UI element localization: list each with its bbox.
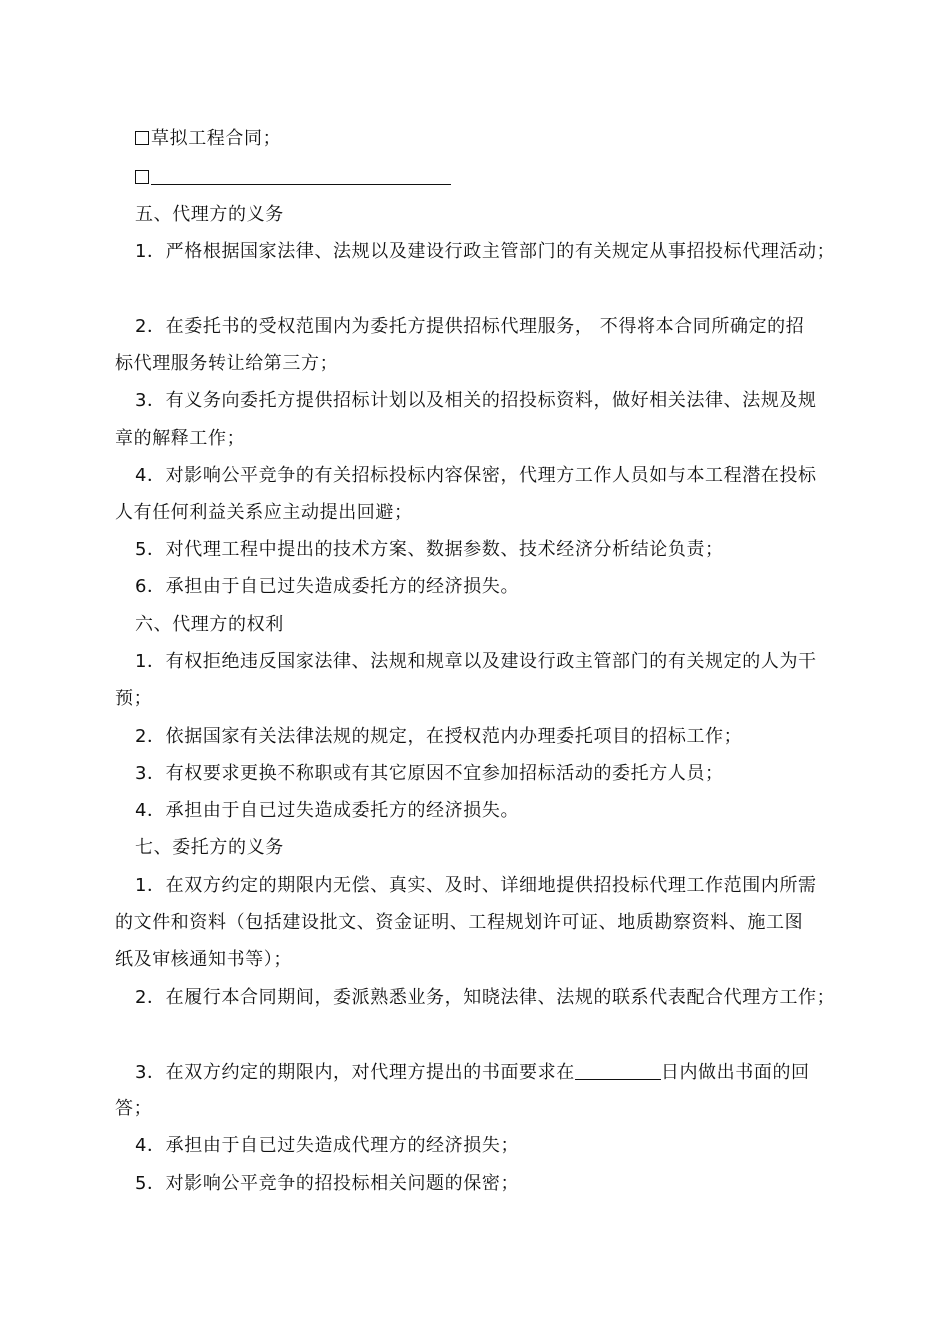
paragraph-line: 预； <box>115 688 153 709</box>
paragraph-line: 4．对影响公平竞争的有关招标投标内容保密，代理方工作人员如与本工程潜在投标 <box>135 465 817 486</box>
checkbox-label: 草拟工程合同； <box>151 128 282 149</box>
paragraph-line: 3．有义务向委托方提供招标计划以及相关的招投标资料，做好相关法律、法规及规 <box>135 390 817 411</box>
fill-in-blank[interactable] <box>151 166 451 185</box>
paragraph-line: 5．对影响公平竞争的招投标相关问题的保密； <box>135 1173 520 1194</box>
paragraph-line: 2．在履行本合同期间，委派熟悉业务，知晓法律、法规的联系代表配合代理方工作； <box>135 987 836 1008</box>
paragraph-line: 2．依据国家有关法律法规的规定，在授权范内办理委托项目的招标工作； <box>135 726 743 747</box>
fill-in-blank[interactable] <box>575 1061 661 1080</box>
paragraph-line: 1．有权拒绝违反国家法律、法规和规章以及建设行政主管部门的有关规定的人为干 <box>135 651 817 672</box>
paragraph-line: 4．承担由于自已过失造成代理方的经济损失； <box>135 1135 520 1156</box>
paragraph-line: 章的解释工作； <box>115 428 246 449</box>
paragraph-line: 5．对代理工程中提出的技术方案、数据参数、技术经济分析结论负责； <box>135 539 724 560</box>
paragraph-line <box>0 1061 950 1084</box>
paragraph-text: 3．在双方约定的期限内，对代理方提出的书面要求在 <box>135 1062 575 1083</box>
section-heading: 七、委托方的义务 <box>135 837 284 858</box>
paragraph-line: 1．在双方约定的期限内无偿、真实、及时、详细地提供招投标代理工作范围内所需 <box>135 875 817 896</box>
paragraph-line: 4．承担由于自已过失造成委托方的经济损失。 <box>135 800 520 821</box>
paragraph-line: 2．在委托书的受权范围内为委托方提供招标代理服务， 不得将本合同所确定的招 <box>135 316 805 337</box>
paragraph-line: 答； <box>115 1098 153 1119</box>
paragraph-line: 纸及审核通知书等）； <box>115 949 292 970</box>
section-heading: 五、代理方的义务 <box>135 204 284 225</box>
paragraph-text: 日内做出书面的回 <box>660 1062 810 1083</box>
paragraph-line: 6．承担由于自已过失造成委托方的经济损失。 <box>135 576 520 597</box>
checkbox-icon[interactable] <box>135 131 149 145</box>
paragraph-line: 的文件和资料（包括建设批文、资金证明、工程规划许可证、地质勘察资料、施工图 <box>115 912 804 933</box>
paragraph-line: 1．严格根据国家法律、法规以及建设行政主管部门的有关规定从事招投标代理活动； <box>135 241 836 262</box>
paragraph-line: 人有任何利益关系应主动提出回避； <box>115 502 413 523</box>
section-heading: 六、代理方的权利 <box>135 614 284 635</box>
checkbox-line <box>0 128 950 150</box>
paragraph-line: 标代理服务转让给第三方； <box>115 353 339 374</box>
checkbox-line <box>0 166 950 189</box>
paragraph-line: 3．有权要求更换不称职或有其它原因不宜参加招标活动的委托方人员； <box>135 763 724 784</box>
checkbox-icon[interactable] <box>135 170 149 184</box>
